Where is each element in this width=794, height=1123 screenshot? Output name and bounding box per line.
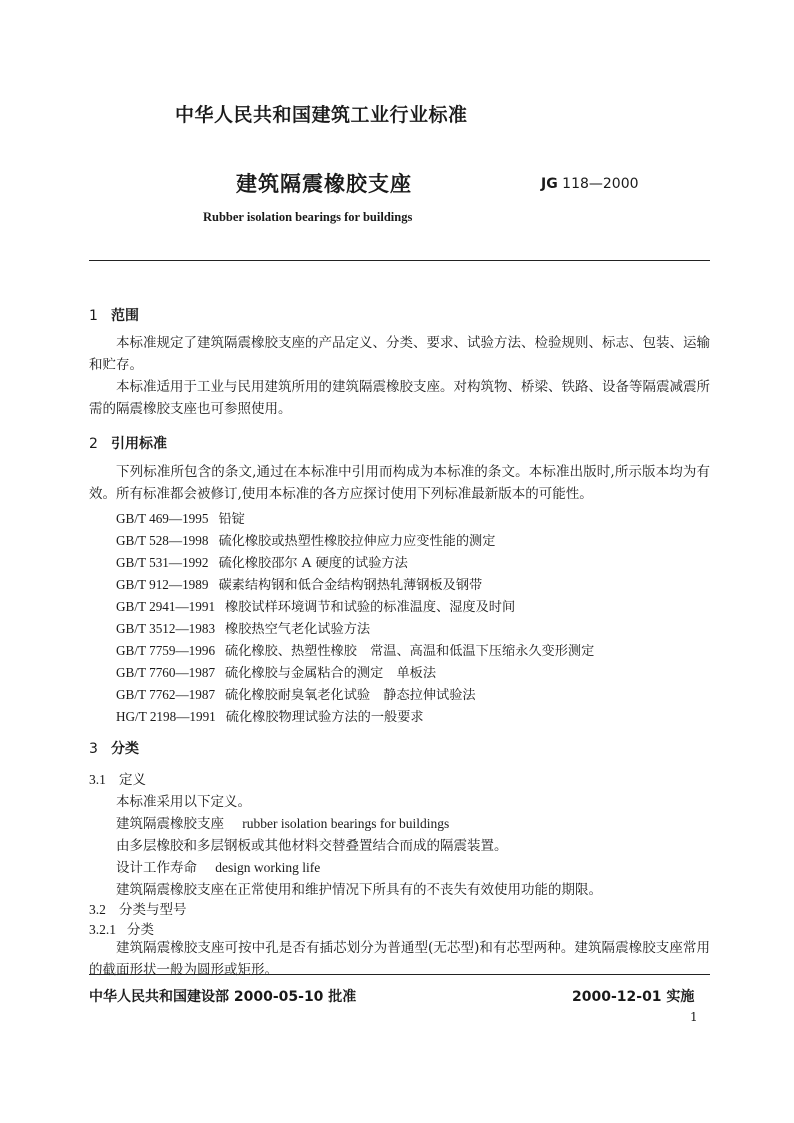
section-2-paragraph: 下列标准所包含的条文,通过在本标准中引用而构成为本标准的条文。本标准出版时,所示版本均为有效。所有标准都会被修订,使用本标准的各方应探讨使用下列标准最新版本的可能性。 xyxy=(89,464,710,502)
term-definition: 建筑隔震橡胶支座在正常使用和维护情况下所具有的不丧失有效使用功能的期限。 xyxy=(116,882,602,898)
subsection-3-2-1-number: 3.2.1 xyxy=(89,922,116,937)
issuing-organization: 中华人民共和国建筑工业行业标准 xyxy=(175,104,468,126)
section-3-heading xyxy=(89,738,139,758)
section-2-heading xyxy=(89,433,167,453)
reference-code: GB/T 7760—1987 xyxy=(116,665,216,680)
reference-item xyxy=(116,508,245,527)
reference-code: GB/T 531—1992 xyxy=(116,555,209,570)
document-title: 建筑隔震橡胶支座 xyxy=(236,172,412,196)
term-definition: 由多层橡胶和多层钢板或其他材料交替叠置结合而成的隔震装置。 xyxy=(116,838,508,854)
reference-item xyxy=(116,618,370,637)
section-1-paragraph-1: 本标准规定了建筑隔震橡胶支座的产品定义、分类、要求、试验方法、检验规则、标志、包装、运输和贮存。 xyxy=(89,335,710,373)
reference-code: GB/T 528—1998 xyxy=(116,533,209,548)
subsection-3-2-number: 3.2 xyxy=(89,902,106,917)
term-rubber-isolation-bearing xyxy=(116,812,449,832)
reference-item xyxy=(116,684,476,703)
subsection-3-2-title: 分类与型号 xyxy=(119,902,187,918)
reference-name: 橡胶试样环境调节和试验的标准温度、湿度及时间 xyxy=(225,600,516,615)
subsection-3-1-heading xyxy=(89,768,146,788)
section-2-number: 2 xyxy=(89,436,98,452)
reference-name: 硫化橡胶邵尔 A 硬度的试验方法 xyxy=(218,556,408,571)
approval-date: 中华人民共和国建设部 2000-05-10 批准 xyxy=(89,989,357,1005)
footer-divider xyxy=(89,974,710,975)
subsection-3-2-1-heading xyxy=(89,918,154,938)
definition-intro: 本标准采用以下定义。 xyxy=(116,794,251,810)
reference-item xyxy=(116,640,594,659)
reference-item xyxy=(116,574,482,593)
subsection-3-2-heading xyxy=(89,898,187,918)
reference-item xyxy=(116,706,424,725)
term-cn: 建筑隔震橡胶支座 xyxy=(116,816,224,832)
reference-code: GB/T 7762—1987 xyxy=(116,687,216,702)
reference-code: GB/T 912—1989 xyxy=(116,577,209,592)
reference-name: 碳素结构钢和低合金结构钢热轧薄钢板及钢带 xyxy=(218,578,483,593)
reference-name: 硫化橡胶或热塑性橡胶拉伸应力应变性能的测定 xyxy=(218,534,496,549)
reference-name: 铅锭 xyxy=(218,512,245,527)
section-3-number: 3 xyxy=(89,741,98,757)
reference-name: 硫化橡胶与金属粘合的测定 单板法 xyxy=(225,666,437,681)
implementation-date: 2000-12-01 实施 xyxy=(572,989,695,1005)
page-number: 1 xyxy=(690,1010,698,1024)
reference-name: 硫化橡胶耐臭氧老化试验 静态拉伸试验法 xyxy=(225,688,476,703)
section-3-title: 分类 xyxy=(111,741,139,757)
reference-code: HG/T 2198—1991 xyxy=(116,709,216,724)
section-1-heading xyxy=(89,305,139,325)
term-cn: 设计工作寿命 xyxy=(116,860,197,876)
standard-code-prefix: JG xyxy=(541,176,558,192)
reference-code: GB/T 469—1995 xyxy=(116,511,209,526)
standard-code xyxy=(541,176,639,192)
header-divider xyxy=(89,260,710,261)
reference-item xyxy=(116,596,515,615)
classification-paragraph: 建筑隔震橡胶支座可按中孔是否有插芯划分为普通型(无芯型)和有芯型两种。建筑隔震橡胶支座常用的截面形状一般为圆形或矩形。 xyxy=(89,940,710,978)
section-1-number: 1 xyxy=(89,308,98,324)
subsection-3-2-1-title: 分类 xyxy=(127,922,154,938)
section-1-paragraph-2: 本标准适用于工业与民用建筑所用的建筑隔震橡胶支座。对构筑物、桥梁、铁路、设备等隔震减震所需的隔震橡胶支座也可参照使用。 xyxy=(89,379,710,417)
reference-name: 硫化橡胶、热塑性橡胶 常温、高温和低温下压缩永久变形测定 xyxy=(225,644,595,659)
standard-code-number: 118—2000 xyxy=(562,176,639,192)
subsection-3-1-title: 定义 xyxy=(119,772,146,788)
section-1-title: 范围 xyxy=(111,308,139,324)
reference-name: 硫化橡胶物理试验方法的一般要求 xyxy=(225,710,424,725)
reference-item xyxy=(116,530,495,549)
reference-code: GB/T 7759—1996 xyxy=(116,643,216,658)
reference-item xyxy=(116,662,436,681)
subsection-3-1-number: 3.1 xyxy=(89,772,106,787)
reference-code: GB/T 3512—1983 xyxy=(116,621,216,636)
document-title-english: Rubber isolation bearings for buildings xyxy=(203,210,413,224)
term-design-working-life xyxy=(116,856,320,876)
reference-item xyxy=(116,552,408,571)
term-en: rubber isolation bearings for buildings xyxy=(242,816,450,831)
reference-name: 橡胶热空气老化试验方法 xyxy=(225,622,371,637)
reference-code: GB/T 2941—1991 xyxy=(116,599,216,614)
term-en: design working life xyxy=(215,860,321,875)
section-2-title: 引用标准 xyxy=(111,436,167,452)
